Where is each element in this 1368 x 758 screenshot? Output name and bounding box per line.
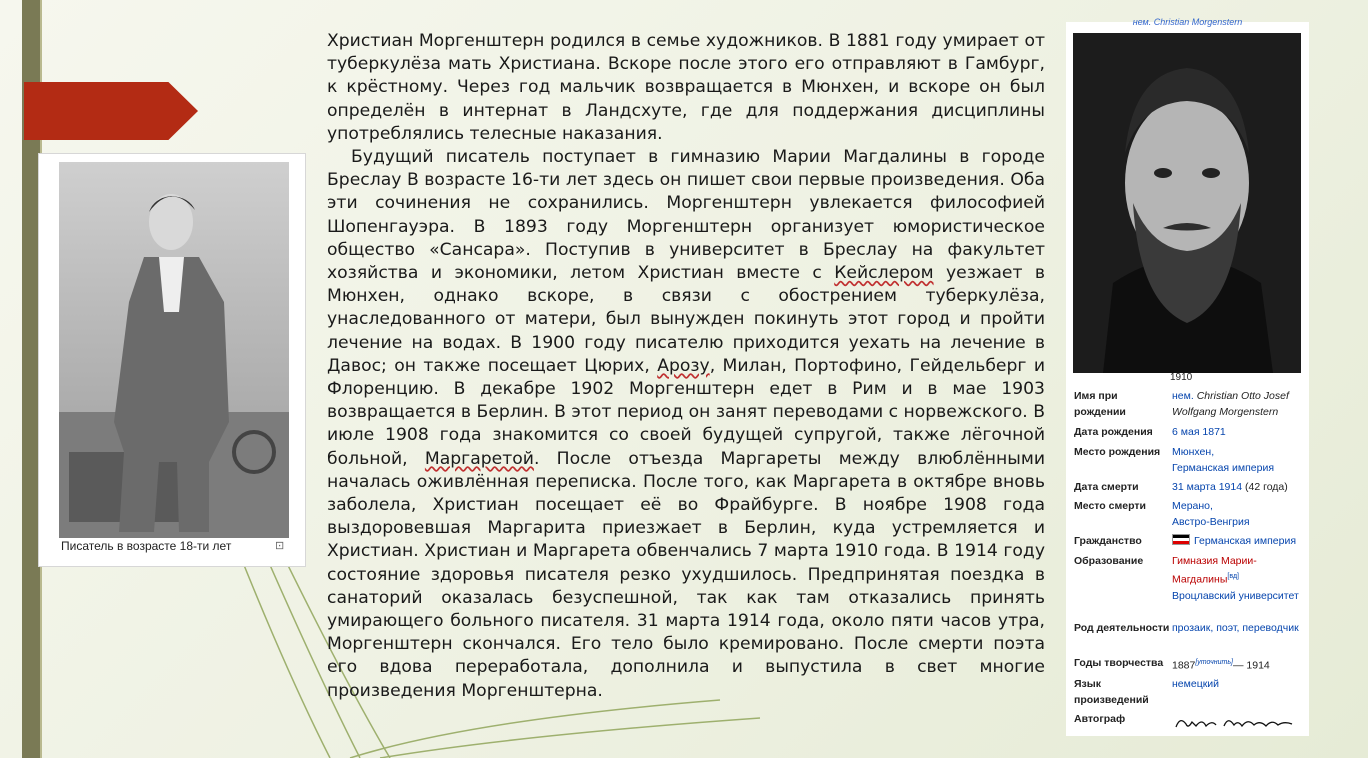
munich-link[interactable]: Мюнхен,	[1172, 446, 1215, 458]
german-empire-flag-icon	[1172, 534, 1190, 545]
birth-name-value	[1172, 388, 1312, 420]
enlarge-icon[interactable]: ⊡	[275, 540, 285, 552]
photo-year: 1910	[1170, 372, 1193, 383]
death-place-label: Место смерти	[1074, 500, 1146, 512]
years-start: 1887	[1172, 659, 1196, 672]
morgenstern-portrait-photo	[1073, 33, 1301, 373]
portrait-card	[38, 153, 306, 567]
accent-arrow	[24, 82, 198, 140]
bio-text: уезжает в Мюнхен, однако вскоре, в связи с обострением туберкулёза, унаследованного от матери, был вынужден покинуть этот город и пройти лечение на водах. В 1900 году писателю приходится уехать на лечение в Давос; он также посещает Цюрих,	[327, 263, 1045, 376]
infobox	[1066, 17, 1309, 736]
bio-text: . После отъезда Маргареты между влюблёнными началась оживлённая переписка. После того, как Маргарета в октябре вновь заболела, Христиан посещает её во Фрайбурге. В ноябре 1908 года выздоровевшая Маргарита приезжает в Берлин, куда устремляется и Христиан. Христиан и Маргарета обвенчались 7 марта 1910 года. В 1914 году состояние здоровья писателя резко ухудшилось. Предпринятая поездка в санаторий оказалась безуспешной, так как там отказались принять умирающего больного писателя. 31 марта 1914 года, около пяти часов утра, Моргенштерн скончался. Его тело было кремировано. После смерти поэта его вдова переработала, дополнила и выпустила в свет многие произведения Моргенштерна.	[327, 448, 1045, 701]
occupation-value[interactable]: прозаик, поэт, переводчик	[1172, 622, 1299, 634]
arosa-link[interactable]: Арозу	[657, 355, 710, 376]
gymnasium-link[interactable]: Гимназия Марии-Магдалины	[1172, 555, 1257, 586]
birth-place-value	[1172, 444, 1312, 476]
language-link[interactable]: немецкий	[1172, 678, 1220, 690]
birth-date-label: Дата рождения	[1074, 426, 1153, 438]
birth-place-label: Место рождения	[1074, 446, 1161, 458]
occupation-label: Род деятельности	[1074, 622, 1170, 634]
language-label: Язык произведений	[1074, 678, 1149, 706]
margareta-link[interactable]: Маргаретой	[424, 448, 534, 469]
biography-text	[327, 30, 1045, 703]
lang-prefix[interactable]: нем.	[1172, 390, 1194, 402]
years-label: Годы творчества	[1074, 657, 1164, 669]
citizenship-value	[1172, 533, 1312, 549]
bio-text: Будущий писатель поступает в гимназию Марии Магдалины в городе Бреслау В возрасте 16-ти лет здесь он пишет свои первые произведения. Оба эти сочинения не сохранились. Моргенштерн увлекается философией Шопенгауэра. В 1893 году Моргенштерн организует юмористическое общество «Сансара». Поступив в университет в Бреслау на факультет хозяйства и экономики, летом Христиан вместе с	[327, 147, 1045, 284]
bio-paragraph-1: Христиан Моргенштерн родился в семье художников. В 1881 году умирает от туберкулёза мать Христиана. Вскоре после этого его отправляют в Гамбург, к крёстному. Через год мальчик возвращается в Мюнхен, и вскоре он был определён в интернат в Ландсхуте, где для поддержания дисциплины употреблялись телесные наказания.	[327, 31, 1045, 144]
german-empire-link[interactable]: Германская империя	[1172, 462, 1275, 474]
citizenship-label: Гражданство	[1074, 535, 1142, 547]
education-label: Образование	[1074, 555, 1144, 567]
bio-paragraph-2	[327, 146, 1045, 703]
birth-name-label: Имя при рождении	[1074, 390, 1126, 418]
merano-link[interactable]: Мерано,	[1172, 500, 1213, 512]
death-date-value	[1172, 479, 1312, 495]
death-date-label: Дата смерти	[1074, 481, 1139, 493]
portrait-caption: Писатель в возрасте 18-ти лет	[61, 539, 232, 553]
young-morgenstern-photo	[59, 162, 289, 538]
wikidata-sup-link[interactable]: [вд]	[1227, 573, 1239, 580]
birth-name-text: Christian Otto Josef Wolfgang Morgenstern	[1172, 390, 1289, 418]
autograph-label: Автограф	[1074, 713, 1126, 725]
autograph-signature	[1172, 712, 1296, 734]
clarify-sup-link[interactable]: [уточнить]	[1195, 659, 1233, 666]
bio-text: , Милан, Портофино, Гейдельберг и Флоренцию. В декабре 1902 Моргенштерн едет в Рим и в мае 1903 возвращается в Берлин. В этот период он занят переводами с норвежского. В июле 1908 года знакомится со своей будущей супругой, также лёгочной больной,	[327, 355, 1046, 469]
death-age: (42 года)	[1245, 481, 1288, 493]
death-place-value	[1172, 498, 1312, 530]
death-date-link[interactable]: 31 марта 1914	[1172, 481, 1243, 493]
years-value	[1172, 655, 1312, 674]
birth-date-link[interactable]: 6 мая 1871	[1172, 426, 1226, 438]
infobox-top-caption: нем. Christian Morgenstern	[1132, 17, 1243, 27]
years-end: — 1914	[1232, 659, 1270, 672]
keisler-link[interactable]: Кейслером	[834, 263, 934, 284]
education-value	[1172, 553, 1312, 604]
austria-hungary-link[interactable]: Австро-Венгрия	[1172, 516, 1250, 528]
wroclaw-university-link[interactable]: Вроцлавский университет	[1172, 589, 1299, 602]
citizenship-link[interactable]: Германская империя	[1194, 535, 1297, 547]
